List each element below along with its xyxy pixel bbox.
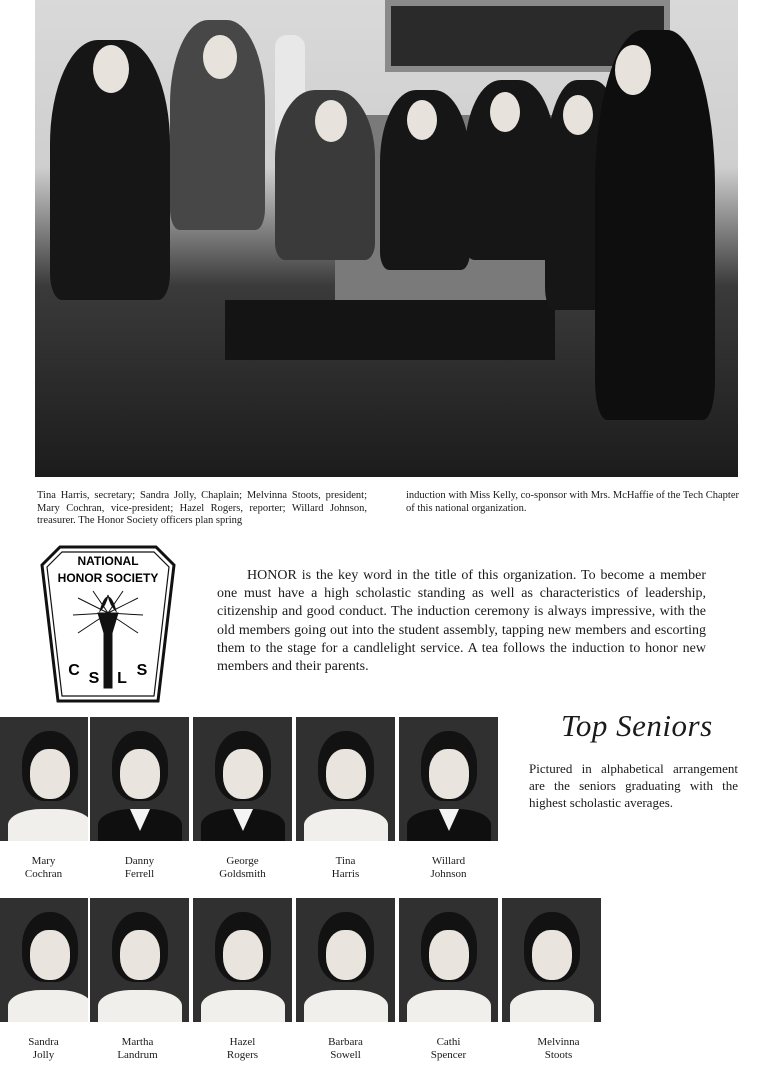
person-face: [407, 100, 437, 140]
person-face: [315, 100, 347, 142]
logo-line2: HONOR SOCIETY: [57, 571, 159, 585]
logo-letter-l: L: [117, 670, 127, 687]
logo-letter-s2: S: [136, 662, 148, 679]
person-face: [490, 92, 520, 132]
national-honor-society-logo: [38, 543, 178, 705]
senior-name: Willard Johnson: [430, 855, 467, 880]
senior-name: Cathi Spencer: [430, 1036, 467, 1061]
portrait-tina-harris: [296, 717, 395, 841]
photo-caption-left: Tina Harris, secretary; Sandra Jolly, Chaplain; Melvinna Stoots, president; Mary Cochran, vice-president; Hazel Rogers, reporter; Willard Johnson, treasurer. The Honor Society officers plan spring: [37, 490, 367, 526]
logo-letter-s: S: [88, 670, 100, 687]
top-seniors-description: Pictured in alphabetical arrangement are the seniors graduating with the highest scholastic averages.: [529, 761, 738, 810]
logo-letter-c: C: [68, 662, 80, 679]
portrait-hazel-rogers: [193, 898, 292, 1022]
person-figure: [595, 30, 715, 420]
group-photo: [35, 0, 738, 477]
person-face: [615, 45, 651, 95]
senior-name: Sandra Jolly: [28, 1036, 59, 1061]
portrait-george-goldsmith: [193, 717, 292, 841]
portrait-barbara-sowell: [296, 898, 395, 1022]
honor-description: HONOR is the key word in the title of this organization. To become a member one must have a high scholastic standing as well as characteristics of leadership, citizenship and good conduct. The induction ceremony is always impressive, with the old members going out into the student assembly, tapping new members and escorting them to the stage for a candlelight service. A tea follows the induction to honor new members and their parents.: [217, 568, 706, 675]
portrait-sandra-jolly: [0, 898, 88, 1022]
portrait-willard-johnson: [399, 717, 498, 841]
portrait-cathi-spencer: [399, 898, 498, 1022]
senior-name: Martha Landrum: [117, 1036, 158, 1061]
top-seniors-title: Top Seniors: [561, 708, 713, 743]
senior-name: George Goldsmith: [219, 855, 266, 880]
senior-name: Barbara Sowell: [328, 1036, 363, 1061]
portrait-melvinna-stoots: [502, 898, 601, 1022]
senior-name: Melvinna Stoots: [537, 1036, 580, 1061]
senior-name: Tina Harris: [331, 855, 360, 880]
coffee-table: [225, 300, 555, 360]
senior-name: Danny Ferrell: [124, 855, 155, 880]
person-face: [93, 45, 129, 93]
senior-name: Mary Cochran: [24, 855, 63, 880]
logo-line1: NATIONAL: [77, 554, 139, 568]
portrait-danny-ferrell: [90, 717, 189, 841]
senior-name: Hazel Rogers: [226, 1036, 259, 1061]
portrait-mary-cochran: [0, 717, 88, 841]
photo-caption-right: induction with Miss Kelly, co-sponsor with Mrs. McHaffie of the Tech Chapter of this national organization.: [406, 490, 739, 514]
portrait-martha-landrum: [90, 898, 189, 1022]
person-face: [203, 35, 237, 79]
person-face: [563, 95, 593, 135]
